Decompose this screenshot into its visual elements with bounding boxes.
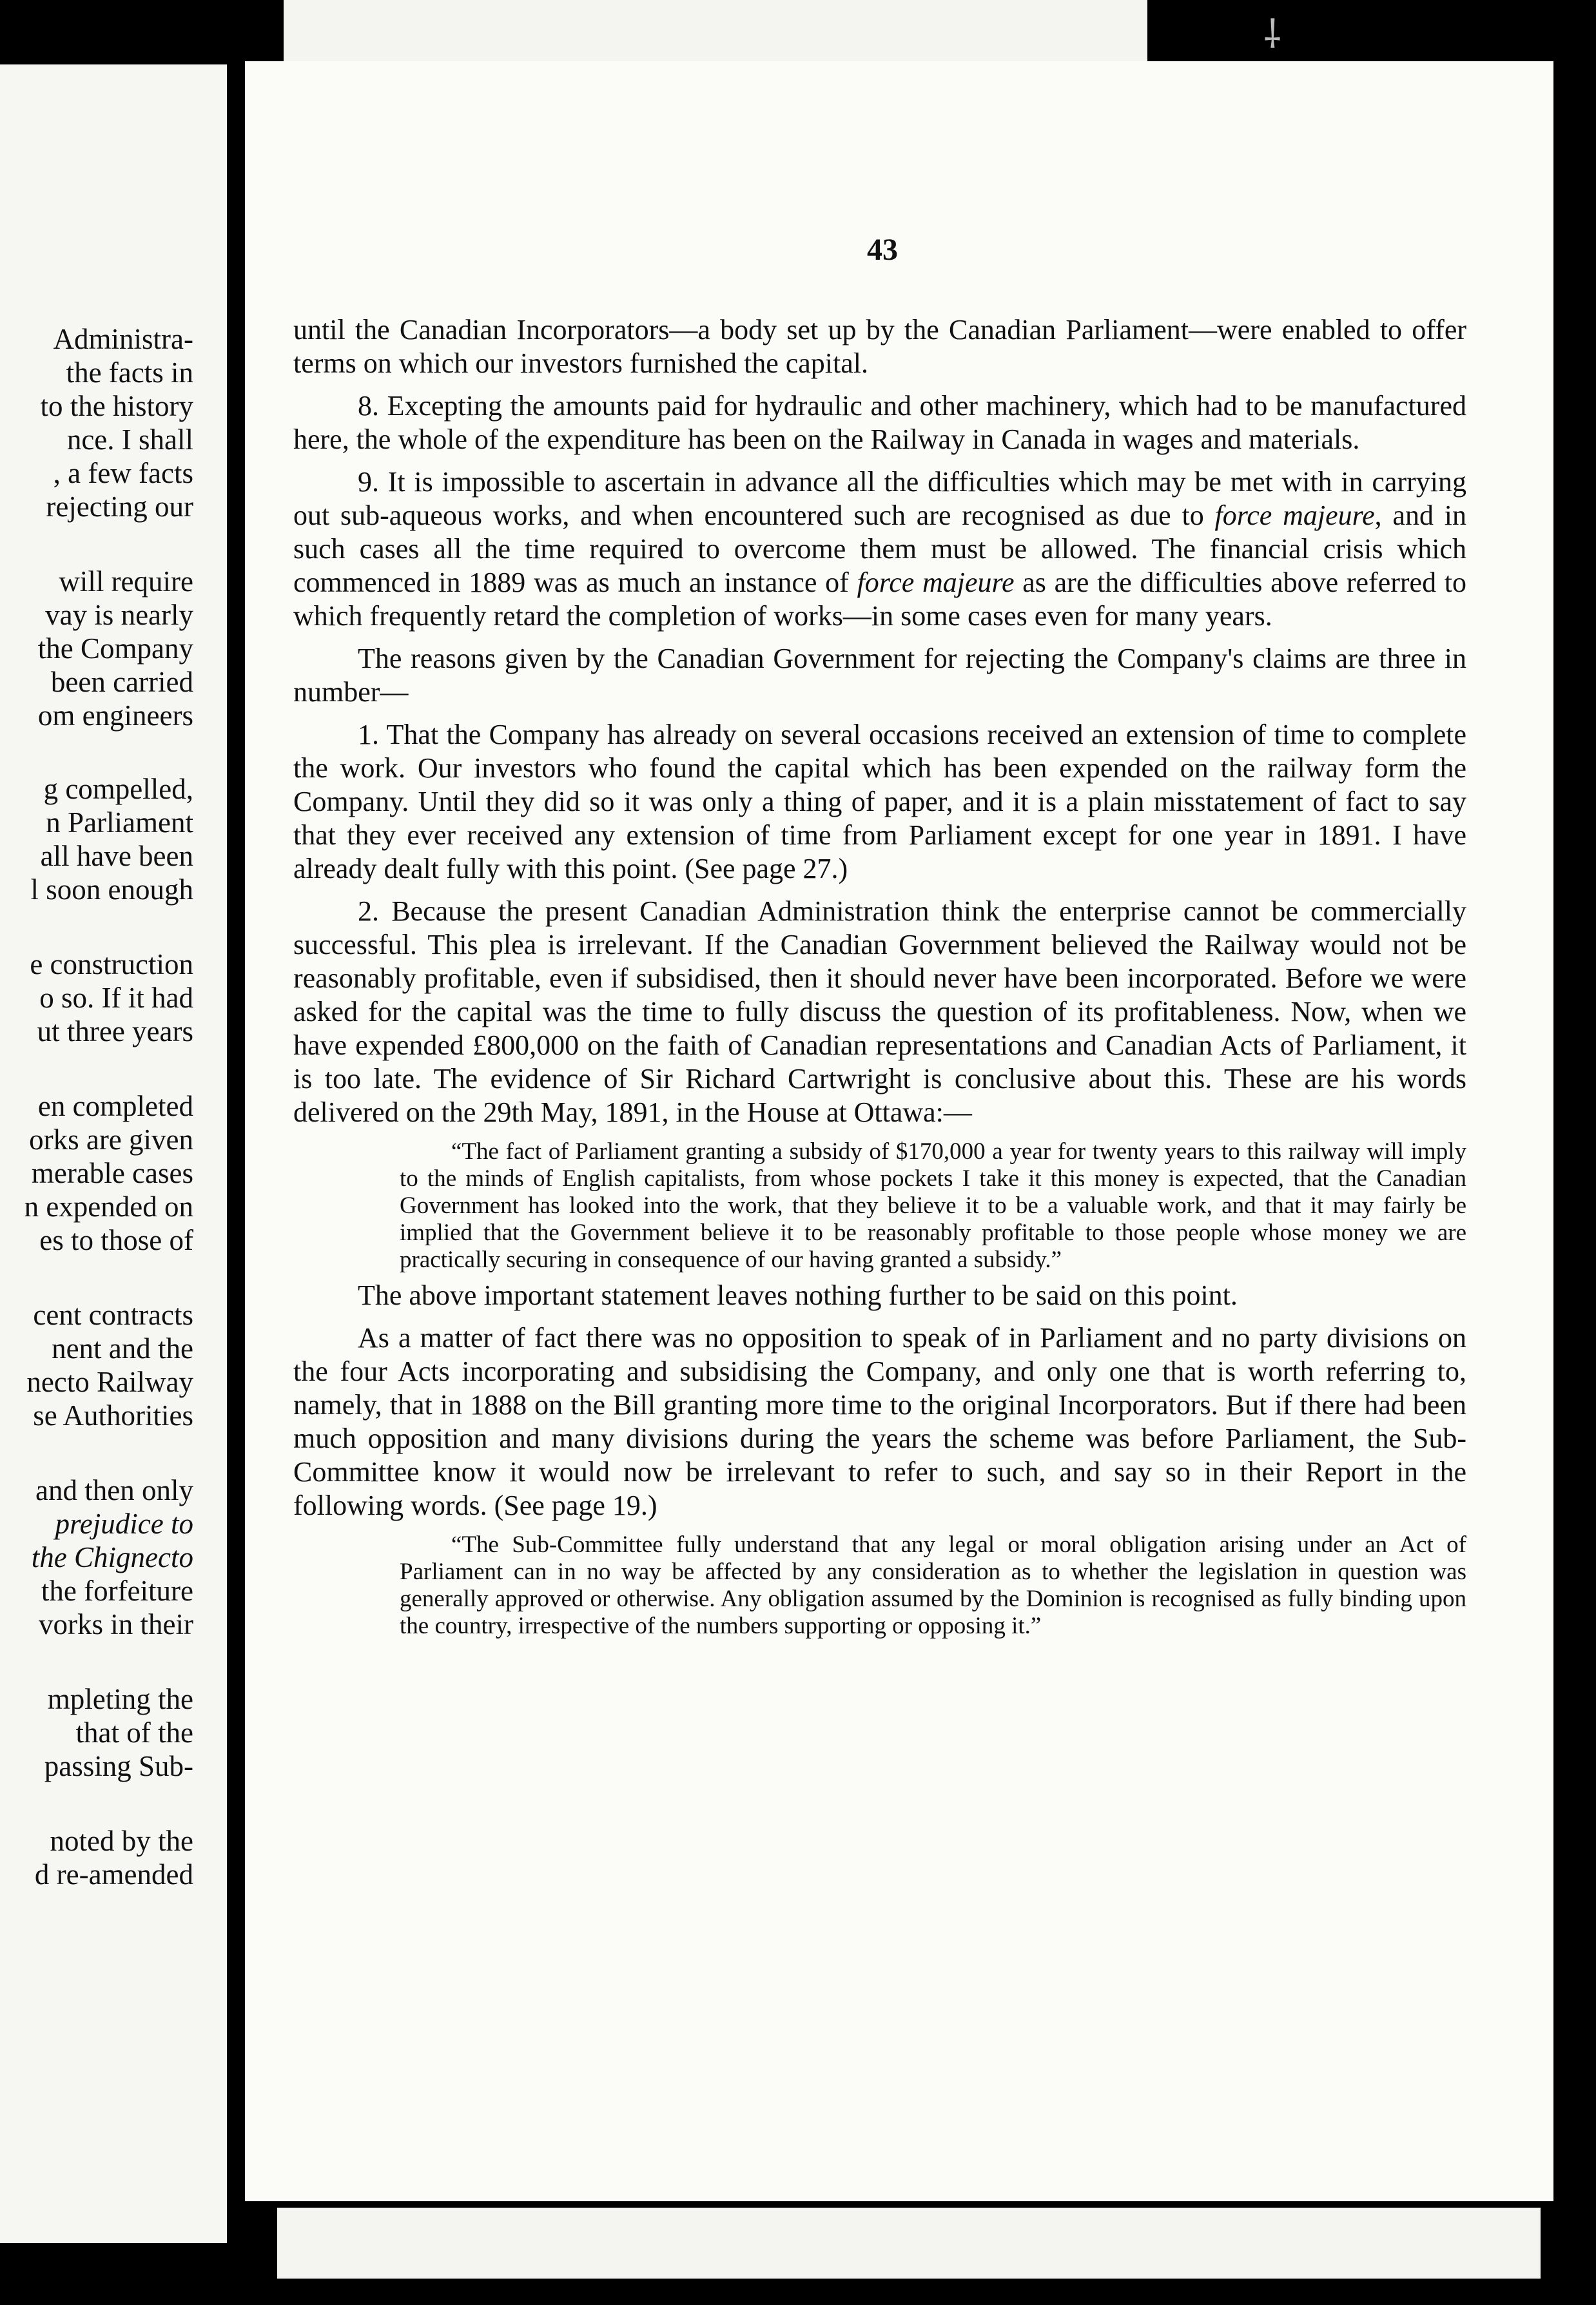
corner-mark: ⸸ (1263, 14, 1282, 56)
left-page-line: l soon enough (30, 873, 193, 906)
left-page-line: the facts in (66, 356, 193, 389)
left-page-line: vorks in their (39, 1608, 193, 1640)
left-page-line: n Parliament (46, 806, 193, 839)
left-page-line: necto Railway (26, 1366, 193, 1398)
left-page-line: o so. If it had (39, 982, 193, 1014)
left-page-line: will require (59, 565, 193, 598)
left-page-line: n expended on (24, 1191, 193, 1223)
left-page-line: and then only (35, 1474, 193, 1506)
left-page-line: cent contracts (33, 1299, 193, 1331)
left-page-line: d re-amended (34, 1858, 193, 1891)
left-page-line: nce. I shall (66, 423, 193, 456)
left-page-line: to the history (40, 390, 193, 422)
left-page-line: rejecting our (46, 491, 193, 523)
left-page-line: ut three years (37, 1015, 193, 1047)
left-page-line: noted by the (50, 1825, 193, 1857)
paragraph-intro: until the Canadian Incorporators—a body set up by the Canadian Parliament—were enabled to offer terms on which our investors furnished the capital. (293, 314, 1466, 379)
paragraph-reasons: The reasons given by the Canadian Government for rejecting the Company's claims are three in number— (293, 643, 1466, 708)
left-page-line: vay is nearly (45, 599, 193, 631)
quote-sub-committee: “The Sub-Committee fully understand that any legal or moral obligation arising under an Act of Parliament can in no way be affected by any consideration as to whether the legislation in question was generally approved or otherwise. Any obligation assumed by the Dominion is recognised as fully binding upon the country, irrespective of the numbers supporting or opposing it.” (400, 1532, 1466, 1639)
left-page-line: merable cases (31, 1157, 193, 1189)
left-page-line: orks are given (29, 1123, 193, 1156)
left-page-fragment (0, 64, 227, 2243)
left-page-line: en completed (37, 1090, 193, 1122)
left-page-line: nent and the (52, 1332, 193, 1365)
left-page-line: e construction (30, 948, 193, 980)
left-page-line: mpleting the (47, 1683, 193, 1715)
paragraph-8: 8. Excepting the amounts paid for hydraulic and other machinery, which had to be manufactured here, the whole of the expenditure has been on the Railway in Canada in wages and materials. (293, 390, 1466, 455)
left-page-line: g compelled, (43, 773, 193, 805)
paragraph-above: The above important statement leaves nothing further to be said on this point. (358, 1279, 1238, 1311)
force-majeure-italic: force majeure (857, 567, 1015, 598)
page-body (293, 313, 1466, 1645)
left-page-line: passing Sub- (44, 1750, 193, 1782)
paragraph-9: 9. It is impossible to ascertain in advance all the difficulties which may be met with in carrying out sub-aqueous works, and when encountered such are recognised as due to force majeure, and in such cases all the time required to overcome them must be allowed. The financial crisis which commenced in 1889 was as much an instance of force majeure as are the difficulties above referred to which frequently retard the completion of works—in some cases even for many years. (293, 466, 1467, 632)
page-edge-bottom (277, 2208, 1541, 2279)
paragraph-reason-2: 2. Because the present Canadian Administration think the enterprise cannot be commercially successful. This plea is irrelevant. If the Canadian Government believed the Railway would not be reasonably profitable, even if subsidised, then it should never have been incorporated. Before we were asked for the capital was the time to fully discuss the question of its profitableness. Now, when we have expended £800,000 on the faith of Canadian representations and Canadian Acts of Parliament, it is too late. The evidence of Sir Richard Cartwright is conclusive about this. These are his words delivered on the 29th May, 1891, in the House at Ottawa:— (293, 895, 1466, 1128)
left-page-line: es to those of (39, 1224, 193, 1256)
left-page-line: om engineers (37, 699, 193, 732)
left-page-line: the forfeiture (41, 1575, 193, 1607)
paragraph-matter-of-fact: As a matter of fact there was no opposition to speak of in Parliament and no party divisions on the four Acts incorporating and subsidising the Company, and only one that is worth referring to, namely, that in 1888 on the Bill granting more time to the original Incorporators. But if there had been much opposition and many divisions during the years the scheme was before Parliament, the Sub-Committee know it would now be irrelevant to refer to such, and say so in their Report in the following words. (See page 19.) (293, 1322, 1466, 1521)
left-page-line: that of the (75, 1717, 193, 1749)
left-page-line: prejudice to (55, 1508, 193, 1540)
page-number: 43 (867, 233, 898, 267)
left-page-line: se Authorities (33, 1399, 193, 1432)
left-page-line: the Company (37, 632, 193, 665)
force-majeure-italic: force majeure (1214, 500, 1375, 531)
left-page-line: the Chignecto (31, 1541, 193, 1573)
left-page-line: been carried (50, 666, 193, 698)
quote-cartwright: “The fact of Parliament granting a subsidy of $170,000 a year for twenty years to this railway will imply to the minds of English capitalists, from whose pockets I take it this money is expected, that the Canadian Government has looked into the work, that they believe it to be a valuable work, and that it may fairly be implied that the Government believe it to be reasonably profitable to those people whose money we are practically securing in consequence of our having granted a subsidy.” (400, 1138, 1466, 1273)
left-page-line: , a few facts (53, 457, 193, 489)
page-edge-top (284, 0, 1147, 61)
left-page-line: all have been (40, 840, 193, 872)
left-page-line: Administra- (53, 323, 193, 355)
paragraph-reason-1: 1. That the Company has already on several occasions received an extension of time to complete the work. Our investors who found the capital which has been expended on the railway form the Company. Until they did so it was only a thing of paper, and it is a plain misstatement of fact to say that they ever received any extension of time from Parliament except for one year in 1891. I have already dealt fully with this point. (See page 27.) (293, 719, 1466, 884)
